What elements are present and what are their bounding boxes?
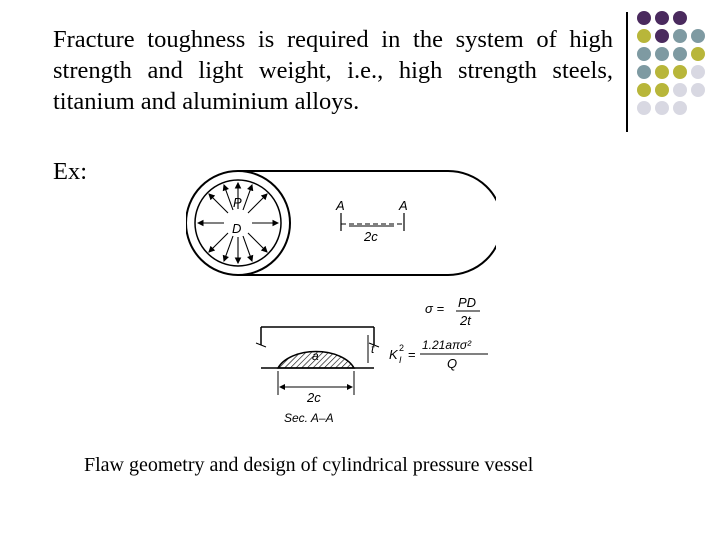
toughness-formula xyxy=(389,338,488,371)
decor-dot xyxy=(637,83,651,97)
label-t: t xyxy=(371,342,375,356)
decor-dot xyxy=(673,83,687,97)
decor-dot xyxy=(691,65,705,79)
decor-dot xyxy=(673,29,687,43)
decor-dot xyxy=(655,101,669,115)
decor-dot xyxy=(673,11,687,25)
label-2c-bottom: 2c xyxy=(307,390,321,405)
section-view xyxy=(256,327,379,425)
example-label: Ex: xyxy=(53,158,88,185)
decor-dot xyxy=(655,65,669,79)
decor-dot xyxy=(691,83,705,97)
section-marker xyxy=(335,198,408,244)
section-label: Sec. A–A xyxy=(284,411,334,425)
decor-dot xyxy=(637,11,651,25)
label-2c-top: 2c xyxy=(364,229,378,244)
decor-dot xyxy=(673,65,687,79)
k-lhs: K xyxy=(389,347,398,362)
k-superscript: 2 xyxy=(399,343,405,353)
body-text: Fracture toughness is required in the system of high strength and light weight, i.e., high strength steels, titanium and aluminium alloys. xyxy=(53,26,613,115)
k-denominator: Q xyxy=(447,356,458,371)
label-a-right: A xyxy=(399,198,408,213)
decor-dot xyxy=(691,29,705,43)
decor-dot xyxy=(673,47,687,61)
k-equals: = xyxy=(408,347,416,362)
decor-dot xyxy=(655,83,669,97)
sigma-numerator: PD xyxy=(458,295,477,310)
decor-dot xyxy=(637,101,651,115)
figure-caption: Flaw geometry and design of cylindrical pressure vessel xyxy=(84,454,534,476)
stress-formula xyxy=(425,295,480,328)
k-subscript: I xyxy=(399,355,402,365)
decor-dot xyxy=(673,101,687,115)
decor-dot xyxy=(655,47,669,61)
label-d: D xyxy=(232,221,242,236)
label-p: P xyxy=(233,195,242,210)
decor-dot xyxy=(691,47,705,61)
pressure-vessel-figure xyxy=(186,155,496,445)
decor-dot xyxy=(637,29,651,43)
sigma-lhs: σ = xyxy=(425,301,445,316)
decor-dot xyxy=(655,11,669,25)
decor-dot xyxy=(637,65,651,79)
decor-dot xyxy=(655,29,669,43)
decor-dot xyxy=(637,47,651,61)
vertical-divider xyxy=(626,12,628,132)
decorative-dot-grid xyxy=(634,10,720,136)
label-a-flaw: a xyxy=(312,349,319,363)
sigma-denominator: 2t xyxy=(460,313,471,328)
k-numerator: 1.21aπσ² xyxy=(422,338,472,352)
label-a-left: A xyxy=(336,198,345,213)
